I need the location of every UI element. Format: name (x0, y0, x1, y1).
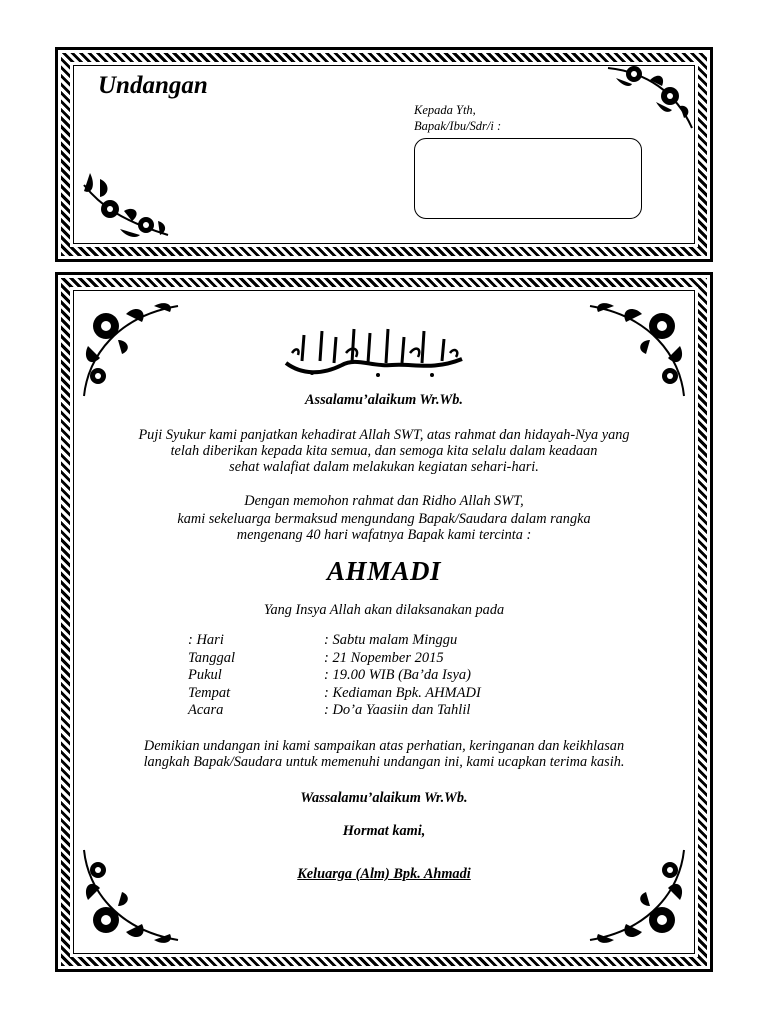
detail-label-day: : Hari (188, 632, 224, 648)
detail-value-time: : 19.00 WIB (Ba’da Isya) (324, 667, 471, 683)
flower-ornament-icon (78, 842, 183, 950)
flower-ornament-icon (78, 296, 183, 404)
flower-ornament-icon (606, 62, 698, 132)
greeting: Assalamu’alaikum Wr.Wb. (305, 392, 463, 408)
detail-label-place: Tempat (188, 685, 231, 701)
event-intro: Yang Insya Allah akan dilaksanakan pada (263, 602, 505, 618)
addressee-line-1: Kepada Yth, (414, 103, 476, 117)
farewell: Wassalamu’alaikum Wr.Wb. (300, 790, 468, 806)
detail-value-event: : Do’a Yaasiin dan Tahlil (324, 702, 471, 718)
detail-label-event: Acara (188, 702, 224, 718)
detail-label-time: Pukul (188, 667, 222, 683)
flower-ornament-icon (585, 842, 690, 950)
detail-label-date: Tanggal (188, 650, 236, 666)
detail-value-day: : Sabtu malam Minggu (324, 632, 458, 648)
bismillah-calligraphy-icon (282, 323, 466, 379)
envelope-title: Undangan (98, 72, 208, 99)
para2-line-3: mengenang 40 hari wafatnya Bapak kami tercinta : (236, 527, 532, 543)
flower-ornament-icon (80, 165, 172, 245)
closing-line-1: Demikian undangan ini kami sampaikan atas perhatian, keringanan dan keikhlasan (143, 738, 625, 754)
deceased-name: AHMADI (326, 556, 442, 586)
closing-line-2: langkah Bapak/Saudara untuk memenuhi undangan ini, kami ucapkan terima kasih. (143, 754, 625, 770)
para1-line-1: Puji Syukur kami panjatkan kehadirat Allah SWT, atas rahmat dan hidayah-Nya yang (138, 427, 630, 443)
para2-line-2: kami sekeluarga bermaksud mengundang Bapak/Saudara dalam rangka (177, 511, 591, 527)
detail-value-place: : Kediaman Bpk. AHMADI (324, 685, 481, 701)
para2-line-1: Dengan memohon rahmat dan Ridho Allah SWT, (244, 493, 524, 509)
regards: Hormat kami, (342, 823, 426, 839)
para1-line-2: telah diberikan kepada kita semua, dan semoga kita selalu dalam keadaan (170, 443, 598, 459)
detail-value-date: : 21 Nopember 2015 (324, 650, 444, 666)
signature: Keluarga (Alm) Bpk. Ahmadi (297, 866, 471, 882)
flower-ornament-icon (585, 296, 690, 404)
para1-line-3: sehat walafiat dalam melakukan kegiatan sehari-hari. (229, 459, 539, 475)
addressee-line-2: Bapak/Ibu/Sdr/i : (414, 119, 502, 133)
address-box (414, 138, 642, 219)
